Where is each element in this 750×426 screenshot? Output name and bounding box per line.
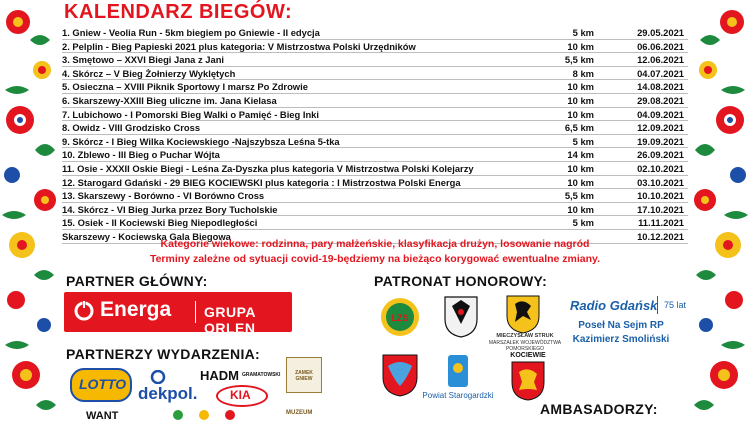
- energa-ring-icon: [73, 300, 95, 322]
- svg-text:LZS: LZS: [391, 313, 409, 323]
- energa-group: GRUPA ORLEN: [204, 304, 256, 336]
- griffin-crest-icon: [505, 294, 541, 334]
- radio-divider: [657, 296, 658, 314]
- zamek-gniew-logo: [286, 357, 322, 393]
- race-distance: 10 km: [567, 176, 594, 188]
- race-row: [62, 176, 688, 190]
- race-name: 2. Pelplin - Bieg Papieski 2021 plus kategoria: V Mistrzostwa Polski Urzędników: [62, 40, 416, 52]
- race-distance: 10 km: [567, 81, 594, 93]
- sport-crest-icon: [380, 352, 420, 398]
- race-date: 10.10.2021: [637, 190, 684, 202]
- race-name: 7. Lubichowo - I Pomorski Bieg Walki o Pamięć - Bieg Inki: [62, 108, 319, 120]
- race-date: 26.09.2021: [637, 149, 684, 161]
- race-row: [62, 80, 688, 94]
- race-name: 9. Skórcz - I Bieg Wilka Kociewskiego -Najszybsza Leśna 5-tka: [62, 135, 340, 147]
- sponsor-small-icons: [170, 409, 250, 421]
- race-name: 4. Skórcz – V Bieg Żołnierzy Wyklętych: [62, 67, 236, 79]
- race-row: [62, 40, 688, 54]
- age-categories-note: Kategorie wiekowe: rodzinna, pary małżeńskie, klasyfikacja drużyn, losowanie nagród: [160, 238, 590, 250]
- race-date: 03.10.2021: [637, 176, 684, 188]
- gniew-crest-icon: [442, 294, 480, 338]
- honorary-patronage-heading: PATRONAT HONOROWY:: [374, 273, 548, 289]
- race-date: 17.10.2021: [637, 203, 684, 215]
- race-distance: 5,5 km: [564, 190, 594, 202]
- want-logo: WANT: [86, 410, 119, 422]
- race-distance: 14 km: [567, 149, 594, 161]
- race-row: [62, 162, 688, 176]
- posel-name: Kazimierz Smoliński: [572, 334, 670, 345]
- main-partner-heading: PARTNER GŁÓWNY:: [66, 273, 208, 289]
- race-row: [62, 189, 688, 203]
- race-name: 13. Skarszewy - Borówno - VI Borówno Cross: [62, 190, 265, 202]
- struk-title: MARSZAŁEK WOJEWÓDZTWA POMORSKIEGO: [488, 340, 562, 352]
- energa-divider: [195, 301, 196, 323]
- covid-note: Terminy zależne od sytuacji covid-19-będziemy na bieżąco korygować ewentualne zmiany.: [149, 253, 601, 265]
- page-title: KALENDARZ BIEGÓW:: [64, 1, 293, 23]
- lotto-text: LOTTO: [79, 376, 127, 392]
- radio-gdansk-logo: Radio Gdańsk: [570, 298, 658, 313]
- kociewie-caption: KOCIEWIE: [510, 352, 546, 359]
- race-name: Skarszewy - Kociewska Gala Biegowa: [62, 230, 231, 242]
- flower-icon: [694, 10, 748, 410]
- race-distance: 10 km: [567, 40, 594, 52]
- muzeum-logo: MUZEUM: [286, 410, 313, 416]
- hadm-text: HADM: [200, 368, 239, 383]
- race-name: 6. Skarszewy-XXIII Bieg uliczne im. Jana Kielasa: [62, 94, 277, 106]
- race-distance: 5 km: [572, 135, 594, 147]
- race-distance: 5 km: [572, 217, 594, 229]
- race-date: 12.09.2021: [637, 122, 684, 134]
- powiat-caption: Powiat Starogardzki: [422, 391, 494, 400]
- race-date: 11.11.2021: [638, 217, 684, 229]
- energa-name: Energa: [100, 298, 172, 321]
- energa-logo: [64, 292, 292, 336]
- race-distance: 10 km: [567, 162, 594, 174]
- dekpol-text: dekpol.: [138, 384, 198, 403]
- race-row: [62, 94, 688, 108]
- race-row: [62, 148, 688, 162]
- race-name: 5. Osieczna – XVIII Piknik Sportowy I marsz Po Zdrowie: [62, 81, 308, 93]
- race-row: [62, 67, 688, 81]
- race-date: 10.12.2021: [637, 230, 684, 242]
- ambassadors-heading: AMBASADORZY:: [540, 401, 658, 417]
- flower-icon: [2, 10, 56, 410]
- lotto-logo: [70, 368, 132, 402]
- race-date: 04.07.2021: [637, 67, 684, 79]
- race-distance: 6,5 km: [564, 122, 594, 134]
- radio-years: 75 lat: [664, 300, 687, 310]
- lzs-crest-icon: [380, 296, 420, 338]
- sponsor-icons: [170, 408, 250, 426]
- race-row: [62, 108, 688, 122]
- race-distance: 5 km: [572, 27, 594, 38]
- race-date: 02.10.2021: [637, 162, 684, 174]
- race-distance: 10 km: [567, 108, 594, 120]
- race-name: 8. Owidz - VIII Grodzisko Cross: [62, 122, 201, 134]
- race-row: [62, 135, 688, 149]
- race-distance: 5,5 km: [564, 54, 594, 66]
- race-name: 10. Zblewo - III Bieg o Puchar Wójta: [62, 149, 220, 161]
- powiat-logo-icon: [447, 354, 469, 388]
- folk-border-left: [0, 0, 62, 420]
- kia-text: KIA: [230, 388, 251, 402]
- race-row: [62, 203, 688, 217]
- hadm-subtext: GRAMATOWSKI: [242, 372, 281, 378]
- race-distance: 10 km: [567, 203, 594, 215]
- race-date: 12.06.2021: [637, 54, 684, 66]
- race-row: [62, 216, 688, 230]
- race-name: 12. Starogard Gdański - 29 BIEG KOCIEWSKI plus kategoria : I Mistrzostwa Polski Energa: [62, 176, 461, 188]
- race-distance: 8 km: [572, 67, 594, 79]
- race-date: 19.09.2021: [637, 135, 684, 147]
- zamek-gniew-text: ZAMEK GNIEW: [295, 370, 313, 382]
- race-date: 04.09.2021: [637, 108, 684, 120]
- posel-title: Poseł Na Sejm RP: [578, 320, 664, 331]
- race-date: 29.08.2021: [637, 94, 684, 106]
- race-name: 1. Gniew - Veolia Run - 5km biegiem po Gniewie - II edycja: [62, 27, 320, 38]
- race-name: 15. Osiek - II Kociewski Bieg Niepodległości: [62, 217, 258, 229]
- event-partners-heading: PARTNERZY WYDARZENIA:: [66, 346, 261, 362]
- race-calendar-list: [62, 26, 688, 244]
- race-date: 14.08.2021: [637, 81, 684, 93]
- race-date: 06.06.2021: [637, 40, 684, 52]
- race-date: 29.05.2021: [637, 27, 684, 38]
- race-name: 11. Osie - XXXII Oskie Biegi - Leśna Za-Dyszka plus kategoria V Mistrzostwa Polski Kolejarzy: [62, 162, 474, 174]
- race-row: [62, 26, 688, 40]
- race-distance: 10 km: [567, 94, 594, 106]
- dekpol-mark-icon: [148, 370, 168, 384]
- kia-logo: [216, 385, 268, 407]
- race-row: [62, 121, 688, 135]
- race-name: 3. Smętowo – XXVI Biegi Jana z Jani: [62, 54, 225, 66]
- race-name: 14. Skórcz - VI Bieg Jurka przez Bory Tucholskie: [62, 203, 278, 215]
- folk-border-right: [688, 0, 750, 420]
- race-row: [62, 53, 688, 67]
- struk-name: MIECZYSŁAW STRUK: [496, 333, 554, 339]
- kociewie-crest-icon: [510, 360, 546, 402]
